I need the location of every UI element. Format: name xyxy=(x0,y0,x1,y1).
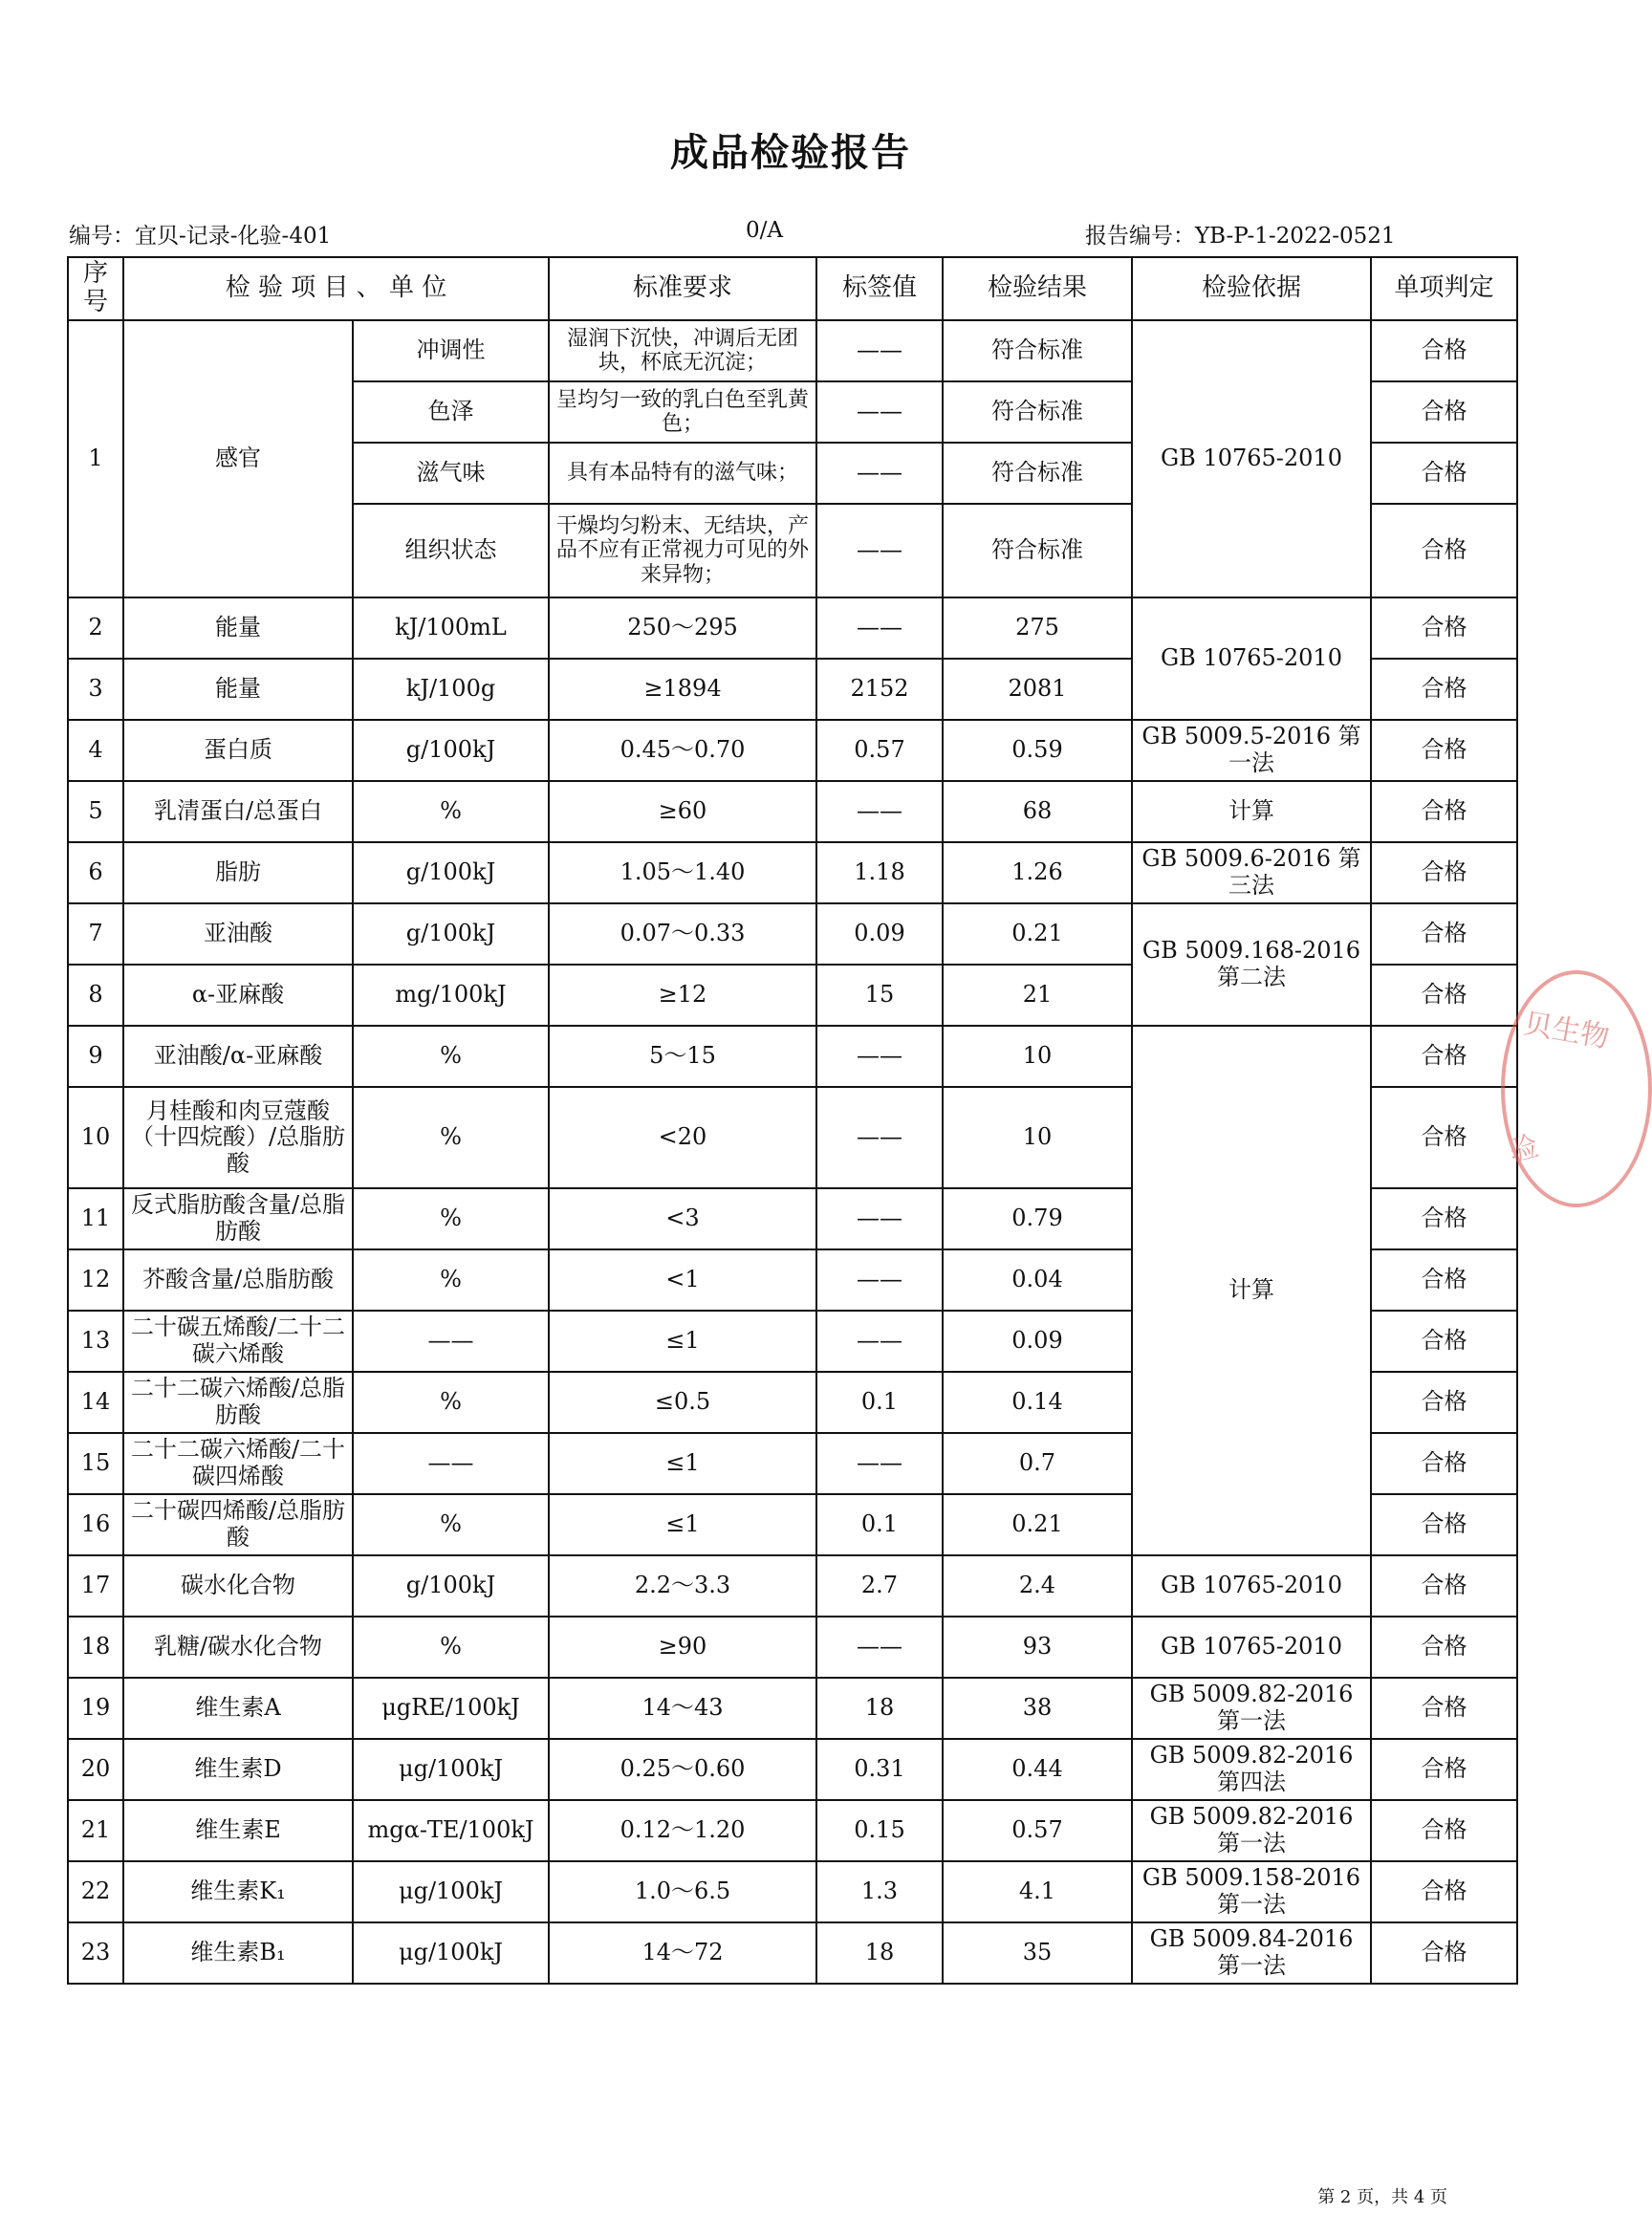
row-basis: GB 5009.6-2016 第三法 xyxy=(1132,842,1371,903)
row-seq: 13 xyxy=(68,1311,123,1372)
row-unit: kJ/100mL xyxy=(353,597,549,659)
row-verdict: 合格 xyxy=(1371,903,1517,965)
row-label: —— xyxy=(816,1087,943,1188)
report-title: 成品检验报告 xyxy=(670,131,911,175)
stamp-text-top: 贝生物 xyxy=(1521,1007,1612,1055)
row-standard: 250～295 xyxy=(549,597,816,659)
table-row xyxy=(68,1555,1517,1617)
row-seq: 3 xyxy=(68,659,123,720)
row-basis: GB 5009.168-2016 第二法 xyxy=(1132,903,1371,1026)
row-label: —— xyxy=(816,1617,943,1678)
row-seq: 21 xyxy=(68,1800,123,1861)
row-verdict: 合格 xyxy=(1371,781,1517,842)
row-label: —— xyxy=(816,1311,943,1372)
row-basis: GB 5009.82-2016 第一法 xyxy=(1132,1800,1371,1861)
row-item: 维生素E xyxy=(123,1800,353,1861)
header-item-unit: 检 验 项 目 、 单 位 xyxy=(123,257,549,320)
row-standard: 0.07～0.33 xyxy=(549,903,816,965)
row-label: —— xyxy=(816,1433,943,1494)
row-label: 0.57 xyxy=(816,720,943,781)
row-result: 4.1 xyxy=(943,1861,1132,1922)
row-standard: ≤1 xyxy=(549,1311,816,1372)
row-seq: 15 xyxy=(68,1433,123,1494)
row-unit: g/100kJ xyxy=(353,720,549,781)
row-seq: 20 xyxy=(68,1739,123,1800)
row-result: 2081 xyxy=(943,659,1132,720)
row-seq: 23 xyxy=(68,1922,123,1984)
row-unit: g/100kJ xyxy=(353,903,549,965)
row-unit: —— xyxy=(353,1311,549,1372)
table-row xyxy=(68,781,1517,842)
row-label: 0.31 xyxy=(816,1739,943,1800)
row-seq: 9 xyxy=(68,1026,123,1087)
row-verdict: 合格 xyxy=(1371,443,1517,504)
row-result: 68 xyxy=(943,781,1132,842)
row-item: 亚油酸/α-亚麻酸 xyxy=(123,1026,353,1087)
header-result: 检验结果 xyxy=(943,257,1132,320)
row-standard: 湿润下沉快，冲调后无团块，杯底无沉淀； xyxy=(549,320,816,381)
row-label: —— xyxy=(816,781,943,842)
row-seq: 12 xyxy=(68,1249,123,1311)
row-basis: 计算 xyxy=(1132,1026,1371,1555)
row-basis: GB 5009.84-2016 第一法 xyxy=(1132,1922,1371,1984)
row-item: 乳糖/碳水化合物 xyxy=(123,1617,353,1678)
row-result: 21 xyxy=(943,965,1132,1026)
row-unit: g/100kJ xyxy=(353,1555,549,1617)
row-label: —— xyxy=(816,1026,943,1087)
row-seq: 19 xyxy=(68,1678,123,1739)
row-result: 0.7 xyxy=(943,1433,1132,1494)
row-verdict: 合格 xyxy=(1371,1494,1517,1555)
row-result: 35 xyxy=(943,1922,1132,1984)
row-unit: mgα-TE/100kJ xyxy=(353,1800,549,1861)
row-sub-item: 色泽 xyxy=(353,381,549,443)
row-item: 反式脂肪酸含量/总脂肪酸 xyxy=(123,1188,353,1249)
row-label: 18 xyxy=(816,1922,943,1984)
row-seq: 6 xyxy=(68,842,123,903)
row-standard: ≤0.5 xyxy=(549,1372,816,1433)
row-unit: μg/100kJ xyxy=(353,1739,549,1800)
row-item: 脂肪 xyxy=(123,842,353,903)
row-seq: 18 xyxy=(68,1617,123,1678)
row-verdict: 合格 xyxy=(1371,1861,1517,1922)
row-result: 1.26 xyxy=(943,842,1132,903)
row-standard: 14～72 xyxy=(549,1922,816,1984)
row-standard: ≤1 xyxy=(549,1433,816,1494)
row-standard: <3 xyxy=(549,1188,816,1249)
row-item: 能量 xyxy=(123,597,353,659)
page-footer: 第 2 页，共 4 页 xyxy=(1317,2187,1447,2207)
row-seq: 7 xyxy=(68,903,123,965)
row-standard: 1.0～6.5 xyxy=(549,1861,816,1922)
row-seq: 1 xyxy=(68,320,123,597)
header-standard: 标准要求 xyxy=(549,257,816,320)
table-row xyxy=(68,1739,1517,1800)
row-verdict: 合格 xyxy=(1371,842,1517,903)
row-unit: —— xyxy=(353,1433,549,1494)
row-seq: 17 xyxy=(68,1555,123,1617)
row-verdict: 合格 xyxy=(1371,1026,1517,1087)
table-row xyxy=(68,903,1517,965)
row-standard: ≥90 xyxy=(549,1617,816,1678)
row-result: 符合标准 xyxy=(943,320,1132,381)
row-verdict: 合格 xyxy=(1371,1188,1517,1249)
row-basis: GB 5009.82-2016 第四法 xyxy=(1132,1739,1371,1800)
row-item: 维生素A xyxy=(123,1678,353,1739)
row-item: 二十二碳六烯酸/总脂肪酸 xyxy=(123,1372,353,1433)
row-verdict: 合格 xyxy=(1371,320,1517,381)
table-row xyxy=(68,597,1517,659)
row-unit: μg/100kJ xyxy=(353,1922,549,1984)
row-standard: ≥12 xyxy=(549,965,816,1026)
row-verdict: 合格 xyxy=(1371,1087,1517,1188)
row-label: 1.3 xyxy=(816,1861,943,1922)
row-result: 0.44 xyxy=(943,1739,1132,1800)
table-row xyxy=(68,1678,1517,1739)
row-standard: ≤1 xyxy=(549,1494,816,1555)
row-item: 二十二碳六烯酸/二十碳四烯酸 xyxy=(123,1433,353,1494)
company-stamp xyxy=(1501,970,1652,1207)
row-item: 维生素K₁ xyxy=(123,1861,353,1922)
row-label: 0.1 xyxy=(816,1372,943,1433)
table-row xyxy=(68,1026,1517,1087)
row-result: 93 xyxy=(943,1617,1132,1678)
table-header-row xyxy=(68,257,1517,320)
row-result: 符合标准 xyxy=(943,443,1132,504)
row-label: —— xyxy=(816,597,943,659)
row-result: 0.21 xyxy=(943,903,1132,965)
row-basis: GB 10765-2010 xyxy=(1132,597,1371,720)
row-unit: % xyxy=(353,1087,549,1188)
row-unit: % xyxy=(353,781,549,842)
row-verdict: 合格 xyxy=(1371,1678,1517,1739)
header-label: 标签值 xyxy=(816,257,943,320)
row-label: —— xyxy=(816,1249,943,1311)
row-verdict: 合格 xyxy=(1371,381,1517,443)
row-verdict: 合格 xyxy=(1371,659,1517,720)
row-verdict: 合格 xyxy=(1371,1249,1517,1311)
row-verdict: 合格 xyxy=(1371,965,1517,1026)
header-seq: 序号 xyxy=(68,257,123,320)
table-row xyxy=(68,1617,1517,1678)
row-label: —— xyxy=(816,1188,943,1249)
row-verdict: 合格 xyxy=(1371,1555,1517,1617)
row-result: 0.14 xyxy=(943,1372,1132,1433)
row-standard: <20 xyxy=(549,1087,816,1188)
row-result: 0.04 xyxy=(943,1249,1132,1311)
row-result: 10 xyxy=(943,1026,1132,1087)
row-item: 蛋白质 xyxy=(123,720,353,781)
row-seq: 2 xyxy=(68,597,123,659)
row-result: 0.59 xyxy=(943,720,1132,781)
row-standard: 14～43 xyxy=(549,1678,816,1739)
table-row xyxy=(68,720,1517,781)
row-verdict: 合格 xyxy=(1371,1800,1517,1861)
table-row xyxy=(68,1800,1517,1861)
row-seq: 10 xyxy=(68,1087,123,1188)
row-basis: GB 10765-2010 xyxy=(1132,320,1371,597)
row-unit: % xyxy=(353,1188,549,1249)
row-label: 2152 xyxy=(816,659,943,720)
row-label: 0.15 xyxy=(816,1800,943,1861)
row-item: 亚油酸 xyxy=(123,903,353,965)
table-row xyxy=(68,1922,1517,1984)
row-sub-item: 组织状态 xyxy=(353,504,549,597)
row-standard: 干燥均匀粉末、无结块，产品不应有正常视力可见的外来异物； xyxy=(549,504,816,597)
row-standard: 呈均匀一致的乳白色至乳黄色； xyxy=(549,381,816,443)
row-label: 1.18 xyxy=(816,842,943,903)
row-basis: GB 5009.5-2016 第一法 xyxy=(1132,720,1371,781)
row-item: 能量 xyxy=(123,659,353,720)
row-verdict: 合格 xyxy=(1371,597,1517,659)
row-result: 275 xyxy=(943,597,1132,659)
row-result: 0.09 xyxy=(943,1311,1132,1372)
row-standard: 具有本品特有的滋气味； xyxy=(549,443,816,504)
row-item: 感官 xyxy=(123,320,353,597)
row-seq: 8 xyxy=(68,965,123,1026)
row-basis: GB 5009.158-2016 第一法 xyxy=(1132,1861,1371,1922)
stamp-text-bottom: 验 xyxy=(1505,1129,1542,1170)
report-number: 报告编号：YB-P-1-2022-0521 xyxy=(1085,224,1396,249)
row-result: 38 xyxy=(943,1678,1132,1739)
row-verdict: 合格 xyxy=(1371,720,1517,781)
row-label: 2.7 xyxy=(816,1555,943,1617)
row-unit: % xyxy=(353,1372,549,1433)
row-standard: 0.12～1.20 xyxy=(549,1800,816,1861)
row-unit: g/100kJ xyxy=(353,842,549,903)
row-item: 月桂酸和肉豆蔻酸（十四烷酸）/总脂肪酸 xyxy=(123,1087,353,1188)
row-verdict: 合格 xyxy=(1371,1311,1517,1372)
row-seq: 22 xyxy=(68,1861,123,1922)
row-verdict: 合格 xyxy=(1371,1372,1517,1433)
row-seq: 14 xyxy=(68,1372,123,1433)
row-standard: 0.25～0.60 xyxy=(549,1739,816,1800)
row-standard: 5～15 xyxy=(549,1026,816,1087)
row-standard: 2.2～3.3 xyxy=(549,1555,816,1617)
row-verdict: 合格 xyxy=(1371,1922,1517,1984)
row-unit: μg/100kJ xyxy=(353,1861,549,1922)
header-verdict: 单项判定 xyxy=(1371,257,1517,320)
row-basis: 计算 xyxy=(1132,781,1371,842)
row-verdict: 合格 xyxy=(1371,1739,1517,1800)
row-sub-item: 冲调性 xyxy=(353,320,549,381)
row-label: —— xyxy=(816,443,943,504)
row-label: —— xyxy=(816,320,943,381)
row-item: 维生素B₁ xyxy=(123,1922,353,1984)
row-result: 符合标准 xyxy=(943,504,1132,597)
row-item: α-亚麻酸 xyxy=(123,965,353,1026)
row-unit: mg/100kJ xyxy=(353,965,549,1026)
row-item: 维生素D xyxy=(123,1739,353,1800)
row-item: 碳水化合物 xyxy=(123,1555,353,1617)
row-result: 10 xyxy=(943,1087,1132,1188)
row-standard: 1.05～1.40 xyxy=(549,842,816,903)
row-unit: % xyxy=(353,1494,549,1555)
version-label: 0/A xyxy=(746,218,783,243)
row-standard: 0.45～0.70 xyxy=(549,720,816,781)
table-row xyxy=(68,1861,1517,1922)
row-unit: kJ/100g xyxy=(353,659,549,720)
row-result: 0.79 xyxy=(943,1188,1132,1249)
row-unit: μgRE/100kJ xyxy=(353,1678,549,1739)
row-standard: ≥60 xyxy=(549,781,816,842)
row-label: 18 xyxy=(816,1678,943,1739)
row-label: 0.1 xyxy=(816,1494,943,1555)
inspection-table xyxy=(67,256,1518,1985)
row-standard: ≥1894 xyxy=(549,659,816,720)
row-label: —— xyxy=(816,504,943,597)
row-item: 乳清蛋白/总蛋白 xyxy=(123,781,353,842)
row-result: 0.57 xyxy=(943,1800,1132,1861)
row-basis: GB 5009.82-2016 第一法 xyxy=(1132,1678,1371,1739)
row-seq: 4 xyxy=(68,720,123,781)
row-result: 符合标准 xyxy=(943,381,1132,443)
row-verdict: 合格 xyxy=(1371,504,1517,597)
row-standard: <1 xyxy=(549,1249,816,1311)
row-result: 2.4 xyxy=(943,1555,1132,1617)
row-seq: 5 xyxy=(68,781,123,842)
table-row xyxy=(68,842,1517,903)
row-verdict: 合格 xyxy=(1371,1433,1517,1494)
row-label: —— xyxy=(816,381,943,443)
row-seq: 16 xyxy=(68,1494,123,1555)
table-row xyxy=(68,320,1517,381)
row-label: 15 xyxy=(816,965,943,1026)
row-unit: % xyxy=(353,1026,549,1087)
row-verdict: 合格 xyxy=(1371,1617,1517,1678)
row-unit: % xyxy=(353,1617,549,1678)
row-item: 二十碳四烯酸/总脂肪酸 xyxy=(123,1494,353,1555)
header-basis: 检验依据 xyxy=(1132,257,1371,320)
record-number: 编号：宜贝-记录-化验-401 xyxy=(69,224,332,249)
row-basis: GB 10765-2010 xyxy=(1132,1555,1371,1617)
row-unit: % xyxy=(353,1249,549,1311)
row-seq: 11 xyxy=(68,1188,123,1249)
row-basis: GB 10765-2010 xyxy=(1132,1617,1371,1678)
row-label: 0.09 xyxy=(816,903,943,965)
row-item: 二十碳五烯酸/二十二碳六烯酸 xyxy=(123,1311,353,1372)
row-item: 芥酸含量/总脂肪酸 xyxy=(123,1249,353,1311)
row-sub-item: 滋气味 xyxy=(353,443,549,504)
row-result: 0.21 xyxy=(943,1494,1132,1555)
